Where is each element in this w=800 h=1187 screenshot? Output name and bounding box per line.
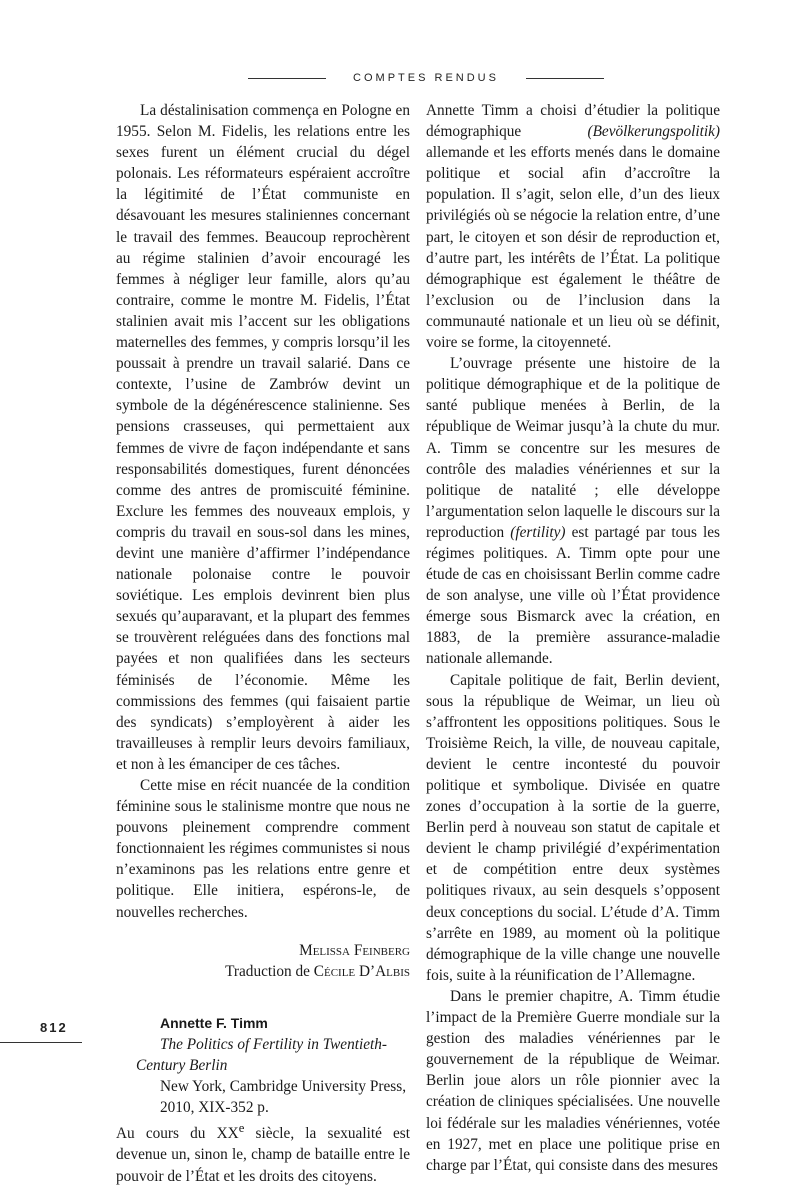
century-numeral: XX xyxy=(216,1125,239,1143)
text-run: allemande et les efforts menés dans le domaine politique et social afin d’accroître la population. Il s’agit, selon elle, d’un des lieux privilégiés où se négocie la relation entre, d’une part, le citoyen et son désir de reproduction et, d’autre part, les intérêts de l’État. La politique démographique est également le théâtre de l’exclusion ou de l’inclusion dans la communauté nationale et un lieu où se définit, voire se forme, la citoyenneté. xyxy=(426,144,720,352)
review-opening-paragraph xyxy=(116,1118,410,1186)
review-opening-start: Au cours du xyxy=(116,1125,206,1143)
text-run: est partagé par tous les régimes politiques. A. Timm opte pour une étude de cas en choisissant Berlin comme cadre de son analyse, une ville où l’État providence émerge sous Bismarck avec la création, en 1883, de la première assurance-maladie nationale allemande. xyxy=(426,523,720,668)
book-author: Annette F. Timm xyxy=(160,1014,268,1031)
right-column xyxy=(426,100,720,1176)
book-reference xyxy=(116,1013,410,1118)
review-translation-credit xyxy=(116,961,410,982)
paragraph: Dans le premier chapitre, A. Timm étudie l’impact de la Première Guerre mondiale sur la gestion des maladies vénériennes par le gouvernement de la république de Weimar. Berlin joue alors un rôle pionnier avec la création de cliniques spécialisées. Une nouvelle loi fédérale sur les maladies vénériennes, votée en 1927, met en place une politique prise en charge par l’État, qui consiste dans des mesures xyxy=(426,987,720,1174)
text-run: L’ouvrage présente une histoire de la politique démographique et de la politique de santé publique menées à Berlin, de la république de Weimar jusqu’à la chute du mur. A. Timm se concentre sur les mesures de contrôle des maladies vénériennes et sur la politique de natalité ; elle développe l’argumentation selon laquelle le discours sur la reproduction xyxy=(426,355,720,541)
running-header xyxy=(248,68,604,88)
left-column xyxy=(116,100,410,1187)
header-rule-left xyxy=(248,78,326,79)
paragraph: Capitale politique de fait, Berlin devient, sous la république de Weimar, un lieu où s’affrontent les oppositions politiques. Sous le Troisième Reich, la ville, de nouveau capitale, devient le centre incontesté du pouvoir politique et symbolique. Divisée en quatre zones d’occupation à la sortie de la guerre, Berlin perd à nouveau son statut de capitale et devient le champ privilégié d’expérimentation et de compétition entre deux systèmes politiques rivaux, au sein desquels s’opposent deux conceptions du social. L’étude d’A. Timm s’arrête en 1989, au moment où la politique démographique de la ville change une nouvelle fois, suite à la réunification de l’Allemagne. xyxy=(426,671,720,984)
review-opening-end: siècle, la sexualité est devenue un, sinon le, champ de bataille entre le pouvoir de l’État et les droits des citoyens. xyxy=(116,1125,410,1185)
paragraph: La déstalinisation commença en Pologne en 1955. Selon M. Fidelis, les relations entre les sexes furent un élément crucial du dégel polonais. Les réformateurs espéraient accroître la légitimité de l’État communiste en désavouant les mesures staliniennes concernant le travail des femmes. Beaucoup reprochèrent au régime stalinien d’avoir encouragé les femmes à négliger leur famille, alors qu’au contraire, comme le montre M. Fidelis, l’État stalinien avait mis l’accent sur les obligations maternelles des femmes, y compris lorsqu’il les poussait à prendre un travail salarié. Dans ce contexte, l’usine de Zambrów devint un symbole de la dégénérescence stalinienne. Ses pensions crasseuses, qui permettaient aux femmes de vivre de façon indépendante et sans responsabilités domestiques, furent dénoncées comme des antres de promiscuité féminine. Exclure les femmes des nouveaux emplois, y compris du travail en sous-sol dans les mines, devint une manière d’affirmer l’indépendance nationale polonaise contre le pouvoir soviétique. Les emplois devinrent bien plus sexués qu’auparavant, et la plupart des femmes se trouvèrent reléguées dans des fonctions mal payées et non qualifiées dans les secteurs féminisés de l’économie. Même les commissions des femmes (qui faisaient partie des syndicats) s’employèrent à aider les travailleuses à remplir leurs devoirs familiaux, et non à les émanciper de ces tâches. xyxy=(116,102,410,773)
foreign-term: (fertility) xyxy=(510,523,566,541)
paragraph: Cette mise en récit nuancée de la condition féminine sous le stalinisme montre que nous ne pouvons pleinement comprendre comment fonctionnaient les régimes communistes si nous n’examinons pas les relations entre genre et politique. Elle initiera, espérons-le, de nouvelles recherches. xyxy=(116,777,410,921)
signature-block xyxy=(116,940,410,982)
foreign-term: (Bevölkerungspolitik) xyxy=(587,123,720,141)
translator-name: Cécile D’Albis xyxy=(313,962,410,980)
text-run: Annette Timm a choisi d’étudier la politique démographique xyxy=(426,102,720,141)
book-title: The Politics of Fertility in Twentieth-Century Berlin xyxy=(136,1035,388,1074)
running-title: COMPTES RENDUS xyxy=(353,72,499,84)
translation-prefix: Traduction de xyxy=(225,962,310,980)
paragraph xyxy=(426,100,720,353)
header-rule-right xyxy=(526,78,604,79)
book-publisher: New York, Cambridge University Press, xyxy=(160,1078,407,1096)
century-superscript: e xyxy=(238,1121,245,1136)
signature-author-name: Melissa Feinberg xyxy=(299,941,410,959)
page-number: 812 xyxy=(40,1020,68,1035)
book-pages: 2010, XIX-352 p. xyxy=(160,1099,269,1117)
page-number-rule xyxy=(0,1042,82,1043)
paragraph xyxy=(426,353,720,669)
review-signature-author xyxy=(116,940,410,961)
